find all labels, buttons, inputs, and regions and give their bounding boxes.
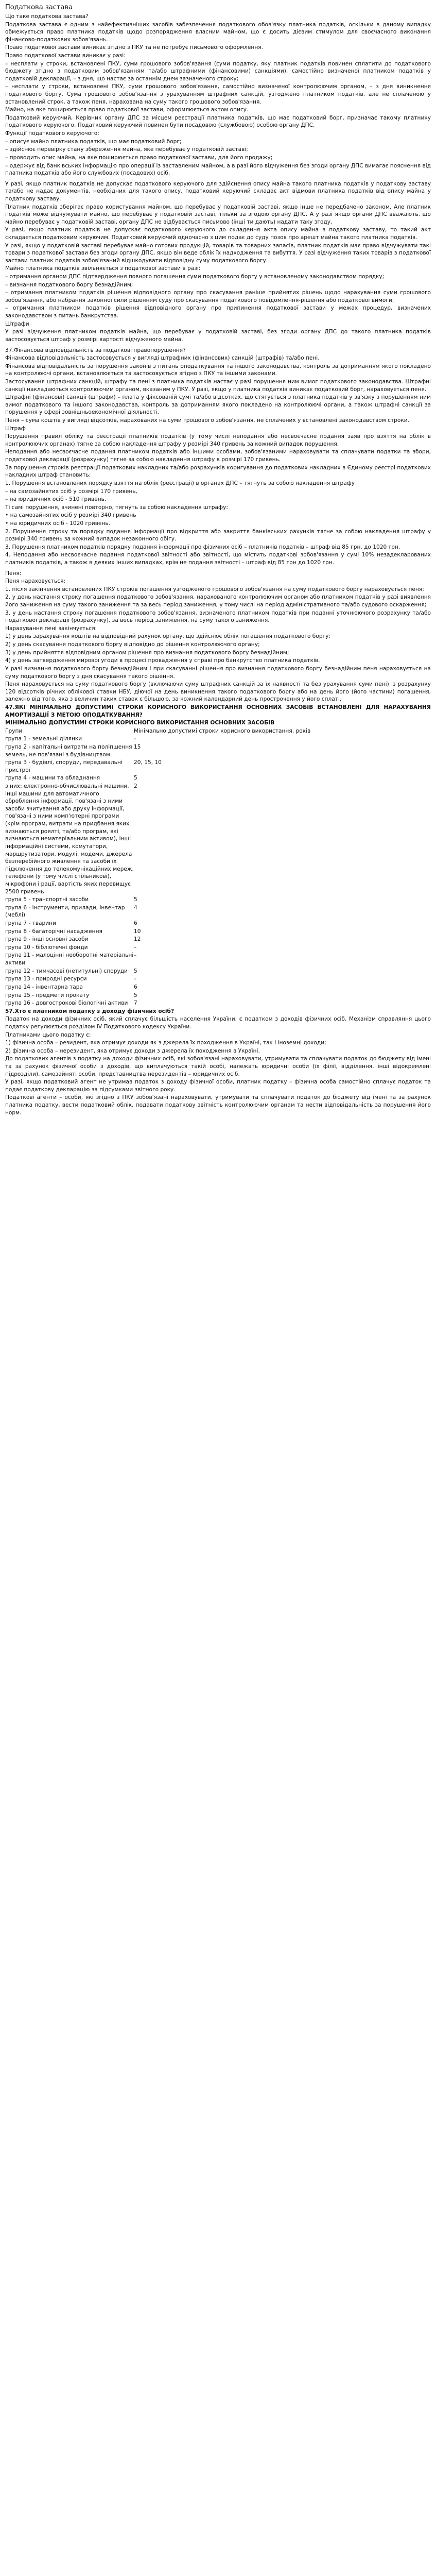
paragraph: Застосування штрафних санкцій, штрафу та пені з платника податків настає у разі порушення ним вимог податкового законодавства. Штрафні санкції накладаються контролюючим органом, вказаним у ПКУ. У разі, якщо у платника податків виникає податковий борг, нараховується пеня.	[5, 378, 431, 393]
min-terms-row	[5, 992, 431, 999]
section-heading-47: 47.ЯКІ МІНІМАЛЬНО ДОПУСТИМІ СТРОКИ КОРИСНОГО ВИКОРИСТАННЯ ОСНОВНИХ ЗАСОБІВ ВСТАНОВЛЕНІ ДЛЯ НАРАХУВАННЯ АМОРТИЗАЦІЇ З МЕТОЮ ОПОДАТКУВАННЯ?	[5, 704, 431, 718]
paragraph: Порушення правил обліку та реєстрації платників податків (у тому числі неподання або несвоєчасне подання заяв про взяття на облік в контролюючих органах) тягне за собою накладення штрафу у розмірі 340 гривень за кожний випадок порушення.	[5, 433, 431, 447]
min-terms-group-name: група 14 - інвентарна тара	[5, 984, 83, 990]
list-item: – здійснює перевірку стану збереження майна, яке перебуває у податковій заставі;	[5, 146, 248, 153]
min-terms-row	[5, 774, 431, 782]
min-terms-group-term: –	[134, 952, 137, 959]
document	[0, 0, 436, 1125]
subheading: Пеня:	[5, 570, 22, 577]
list-item: 3. у день настання строку погашення податкового зобов'язання, визначеного платником податків при поданні уточнюючого розрахунку та/або податкової декларації (розрахунку), за весь період заниження, на суму такого заниження.	[5, 609, 431, 624]
min-terms-row	[5, 759, 431, 774]
min-terms-row	[5, 783, 431, 895]
min-terms-header	[5, 727, 431, 735]
document-title: Податкова застава	[5, 4, 73, 11]
min-terms-group-name: група 15 - предмети прокату	[5, 992, 90, 998]
paragraph: Податок на доходи фізичних осіб, який сплачує більшість населення України, є податком з доходів фізичних осіб. Механізм справляння цього податку регулюється розділом IV Податкового кодексу України.	[5, 1016, 431, 1030]
min-terms-row	[5, 904, 431, 919]
paragraph: Пеня нараховується:	[5, 578, 66, 585]
list-item: – описує майно платника податків, що має податковий борг;	[5, 138, 182, 145]
min-terms-group-name: група 6 - інструменти, прилади, інвентар (меблі)	[5, 904, 125, 919]
list-item: – отримання платником податків рішення відповідного органу про скасування раніше прийнятих рішень щодо нарахування суми грошового зобов'язання, або набрання законної сили рішенням суду про скасування податкового повідомлення-рішення або податкової вимоги;	[5, 290, 431, 303]
min-terms-group-term: 7	[134, 1000, 137, 1007]
min-terms-row	[5, 975, 431, 983]
paragraph: 1. Порушення встановлених порядку взяття на облік (реєстрації) в органах ДПС – тягнуть за собою накладення штрафу	[5, 480, 355, 486]
list-item: • на юридичних осіб - 1020 гривень.	[5, 520, 110, 527]
paragraph: Податкова застава є одним з найефективніших засобів забезпечення податкового обов'язку платника податків, оскільки в даному випадку обмежується право платника податків щодо розпорядження власним майном, що є досить дієвим стимулом для своєчасного виконання фінансово-податкових зобов'язань.	[5, 21, 431, 43]
min-terms-group-name: група 8 - багаторічні насадження	[5, 928, 102, 935]
min-terms-group-term: –	[134, 736, 137, 742]
paragraph: Платниками цього податку є:	[5, 1031, 91, 1038]
paragraph: За порушення строків реєстрації податкових накладних та/або розрахунків коригування до податкових накладних в Єдиному реєстрі податкових накладних штраф становить:	[5, 464, 431, 479]
paragraph: 3. Порушення платником податків порядку подання інформації про фізичних осіб – платників податків – штраф від 85 грн. до 1020 грн.	[5, 544, 400, 550]
list-item: 1. після закінчення встановлених ПКУ строків погашення узгодженого грошового зобов'язання на суму податкового боргу нараховується пеня;	[5, 586, 424, 592]
min-terms-group-term: 5	[134, 896, 137, 903]
paragraph: Податковий керуючий, Керівник органу ДПС за місцем реєстрації платника податків, що має податковий борг, призначає такому платнику податкового керуючого. Податковий керуючий повинен бути посадовою (службовою) особою органу ДПС.	[5, 114, 431, 129]
paragraph: Що таке податкова застава?	[5, 13, 89, 20]
min-terms-row	[5, 743, 431, 758]
paragraph: Штрафні (фінансові) санкції (штрафи) – плата у фіксованій сумі та/або відсотках, що стягується з платника податків у зв'язку з порушенням ним вимог податкового та іншого законодавства, контроль за дотриманням якого покладено на контролюючі органи, а також штрафні санкції за порушення у сфері зовнішньоекономічної діяльності.	[5, 394, 431, 416]
list-item: – проводить опис майна, на яке поширюється право податкової застави, для його продажу;	[5, 154, 273, 161]
paragraph: У разі, якщо платник податків не допускає податкового керуючого для здійснення опису майна такого платника податків у податкову заставу та/або не надає документів, необхідних для такого опису, податковий керуючий складає акт відмови платника податків від опису майна у податкову заставу.	[5, 180, 431, 202]
list-item: 4) у день затвердження мирової угоди в процесі провадження у справі про банкрутство платника податків.	[5, 657, 320, 664]
paragraph: До податкових агентів з податку на доходи фізичних осіб, які зобов'язані нараховувати, утримувати та сплачувати податок до бюджету від імені та за рахунок фізичної особи з доходів, що виплачуються такій особі, належать юридичні особи (їх філії, відділення, інші відокремлені підрозділи), самозайняті особи, представництва нерезидентів – юридичних осіб.	[5, 1056, 431, 1077]
list-item: – отримання органом ДПС підтвердження повного погашення суми податкового боргу у встановленому законодавством порядку;	[5, 274, 385, 280]
min-terms-group-name: група 7 - тварини	[5, 920, 56, 927]
min-terms-group-name: група 11 - малоцінні необоротні матеріальні активи	[5, 952, 134, 967]
list-item: 1) у день зарахування коштів на відповідний рахунок органу, що здійснює облік погашення податкового боргу;	[5, 633, 330, 640]
min-terms-heading: МІНІМАЛЬНО ДОПУСТИМІ СТРОКИ КОРИСНОГО ВИКОРИСТАННЯ ОСНОВНИХ ЗАСОБІВ	[5, 720, 275, 726]
min-terms-row	[5, 968, 431, 975]
min-terms-group-term: 2	[134, 783, 137, 790]
paragraph: Майно платника податків звільняється з податкової застави в разі:	[5, 265, 201, 272]
list-item: 3) у день прийняття відповідним органом рішення про визнання податкового боргу безнадійним;	[5, 649, 289, 656]
paragraph: У разі, якщо платник податків не допускає податкового керуючого до складення акта опису майна в податкову заставу, то такий акт складається податковим керуючим. Податковий керуючий одночасно з цим подає до суду позов про арешт майна такого платника податків.	[5, 227, 431, 241]
paragraph: Фінансова відповідальність за порушення законів з питань оподаткування та іншого законодавства, контроль за дотриманням якого покладено на контролюючі органи, встановлюється та застосовується згідно з ПКУ та іншими законами.	[5, 363, 431, 377]
paragraph: 2. Порушення строку та порядку подання інформації про відкриття або закриття банківських рахунків тягне за собою накладення штрафу у розмірі 340 гривень за кожний випадок незаконного обігу.	[5, 528, 431, 543]
list-item: – отримання платником податків рішення відповідного органу про припинення податкової застави у межах процедур, визначених законодавством з питань банкрутства.	[5, 305, 431, 319]
paragraph: Податкові агенти – особи, які згідно з ПКУ зобов'язані нараховувати, утримувати та сплачувати податок до бюджету від імені та за рахунок платника податку, вести податковий облік, подавати податкову звітність контролюючим органам та нести відповідальність за порушення його норм.	[5, 1094, 431, 1116]
min-terms-group-name: група 1 - земельні ділянки	[5, 736, 82, 742]
min-terms-row	[5, 928, 431, 936]
min-terms-header-term: Мінімально допустимі строки корисного використання, років	[134, 727, 311, 734]
paragraph: У разі, якщо податковий агент не утримав податок з доходу фізичної особи, платник податку – фізична особа самостійно сплачує податок та подає податкову декларацію за підсумками звітного року.	[5, 1079, 431, 1093]
min-terms-row	[5, 735, 431, 743]
paragraph: Функції податкового керуючого:	[5, 130, 99, 137]
paragraph: Неподання або несвоєчасне подання платником податків або іншими особами, зобов'язаними нараховувати та сплачувати податки та збори, податкової декларації (розрахунку) тягне за собою накладення штрафу в розмірі 170 гривень.	[5, 449, 431, 463]
paragraph: Платник податків зберігає право користування майном, що перебуває у податковій заставі, якщо інше не передбачено законом. Але платник податків може відчужувати майно, що перебуває у податковій заставі, тільки за згодою органу ДПС. А у разі якщо органи ДПС вважають, що майно перебуває у податковій заставі, органу ДПС не відбувається письмово (інші ти дають) надати таку згоду.	[5, 204, 431, 225]
paragraph: У разі відчуження платником податків майна, що перебуває у податковій заставі, без згоди органу ДПС до такого платника податків застосовується штраф у розмірі вартості відчуженого майна.	[5, 329, 431, 343]
paragraph: 4. Неподання або несвоєчасне подання податкової звітності або звітності, що містить податкові зобов'язання у сумі 10% незадекларованих платників податків, а також в деяких інших випадках, крім не подання звітності – штраф від 85 грн до 1020 грн.	[5, 552, 431, 566]
section-heading-57: 57.Хто є платником податку з доходу фізичних осіб?	[5, 1008, 175, 1014]
list-item: 2) фізична особа – нерезидент, яка отримує доходи з джерела їх походження в Україні.	[5, 1047, 260, 1054]
min-terms-row	[5, 896, 431, 904]
min-terms-row	[5, 984, 431, 991]
list-item: 2) у день скасування податкового боргу відповідно до рішення контролюючого органу;	[5, 641, 260, 648]
min-terms-group-name: група 9 - інші основні засоби	[5, 936, 89, 943]
min-terms-group-name: група 5 - транспортні засоби	[5, 896, 89, 903]
paragraph: – несплати у строки, встановлені ПКУ, суми грошового зобов'язання (суми податку, яку платник податків повинен сплатити до податкового бюджету згідно з податковим зобов'язанням та/або штрафними (фінансовими) санкціями), самостійно визначеної платником податків у податковій декларації, – з дня, що настає за останнім днем зазначеного строку;	[5, 60, 431, 82]
min-terms-group-term: 12	[134, 936, 141, 943]
min-terms-group-term: 5	[134, 775, 137, 782]
question-heading: 37.Фінансова відповідальність за податкові правопорушення?	[5, 347, 186, 353]
min-terms-group-term: 10	[134, 928, 141, 935]
paragraph: Право податкової застави виникає у разі:	[5, 52, 126, 59]
min-terms-row	[5, 952, 431, 967]
min-terms-header-group: Групи	[5, 727, 23, 734]
min-terms-group-term: 6	[134, 920, 137, 927]
min-terms-group-term: –	[134, 976, 137, 982]
min-terms-group-name: група 2 - капітальні витрати на поліпшення земель, не пов'язані з будівництвом	[5, 744, 132, 758]
min-terms-group-term: 6	[134, 984, 137, 990]
min-terms-group-name: група 3 - будівлі, споруди, передавальні пристрої	[5, 759, 123, 773]
list-item: • на самозайнятих осіб у розмірі 340 гривень	[5, 512, 136, 519]
list-item: 2. у день настання строку погашення податкового зобов'язання, нарахованого контролюючим органом або платником податків у разі виявлення його заниження на суму такого заниження та за весь період заниження, у тому числі на період адміністративного та/або судового оскарження;	[5, 594, 431, 608]
list-item: – на самозайнятих осіб у розмірі 170 гривень,	[5, 488, 137, 495]
min-terms-group-term: 5	[134, 968, 137, 974]
paragraph: Пеня – сума коштів у вигляді відсотків, нарахованих на суми грошового зобов'язання, не сплачених у встановлені законодавством строки.	[5, 417, 409, 424]
min-terms-group-term: –	[134, 944, 137, 951]
min-terms-row	[5, 944, 431, 952]
paragraph: – несплати у строки, встановлені ПКУ, суми грошового зобов'язання, самостійно визначеної контролюючим органом, – з дня виникнення податкового боргу. Сума грошового зобов'язання з урахуванням штрафних санкцій, узгоджено платником податків, але не сплаченою у встановлений строк, а також пеня, нарахована на суму такого грошового зобов'язання.	[5, 83, 431, 105]
min-terms-list	[5, 735, 431, 1007]
min-terms-group-name: група 4 - машини та обладнання	[5, 775, 100, 782]
min-terms-row	[5, 936, 431, 943]
min-terms-group-name: група 13 - природні ресурси	[5, 976, 87, 982]
list-item: – одержує від банківських інформацію про операції із заставленим майном, а в разі його відчуження без згоди органу ДПС вимагає пояснення від платника податків або його службових (посадових) осіб.	[5, 162, 431, 177]
min-terms-group-term: 5	[134, 992, 137, 998]
min-terms-group-name: з них: електронно-обчислювальні машини, інші машини для автоматичного оброблення інформації, пов'язані з ними засоби зчитування або друку інформації, пов'язані з ними комп'ютерні програми (крім програм, витрати на придбання яких визнаються роялті, та/або програм, які визнаються нематеріальним активом), інші інформаційні системи, комутатори, маршрутизатори, модулі, модеми, джерела безперебійного живлення та засоби їх підключення до телекомунікаційних мереж, телефони (у тому числі стільникові), мікрофони і рації, вартість яких перевищує 2500 гривень	[5, 783, 134, 895]
list-item: – на юридичних осіб - 510 гривень.	[5, 496, 107, 503]
min-terms-group-term: 4	[134, 904, 137, 911]
min-terms-row	[5, 920, 431, 927]
paragraph: У разі визнання податкового боргу безнадійним і при скасуванні рішення про визнання податкового боргу безнадійним пеня нараховується на суму податкового боргу з дня скасування такого рішення.	[5, 665, 431, 680]
paragraph: Право податкової застави виникає згідно з ПКУ та не потребує письмового оформлення.	[5, 44, 264, 51]
subheading: Штрафи	[5, 320, 29, 327]
list-item: – визнання податкового боргу безнадійним;	[5, 281, 133, 288]
subheading: Штраф	[5, 425, 26, 432]
paragraph: Пеня нараховується на суму податкового боргу (включаючи суму штрафних санкцій за їх наявності та без урахування суми пені) із розрахунку 120 відсотків річних облікової ставки НБУ, діючої на день виникнення такого податкового боргу або на день його (його частини) погашення, залежно від того, яка з величин таких ставок є більшою, за кожний календарний день прострочення у його сплаті.	[5, 681, 431, 703]
paragraph: Фінансова відповідальність застосовується у вигляді штрафних (фінансових) санкцій (штрафів) та/або пені.	[5, 355, 320, 362]
min-terms-group-term: 15	[134, 744, 141, 750]
min-terms-group-term: 20, 15, 10	[134, 759, 162, 766]
min-terms-row	[5, 999, 431, 1007]
paragraph: У разі, якщо у податковій заставі перебуває майно готових продукцій, товарів та товарних запасів, платник податків має право відчужувати такі товари з податкової застави без згоди органу ДПС, якщо він веде облік їх надходження та вибуття. У разі відчуження таких товарів з податкової застави платник податків зобов'язаний відшкодувати відповідну суму податкового боргу.	[5, 242, 431, 264]
paragraph: Майно, на яке поширюється право податкової застави, оформлюється актом опису.	[5, 107, 249, 113]
min-terms-group-name: група 16 - довгострокові біологічні активи	[5, 1000, 128, 1007]
list-item: 1) фізична особа – резидент, яка отримує доходи як з джерела їх походження в Україні, так і іноземні доходи;	[5, 1040, 326, 1046]
paragraph: Нарахування пені закінчується:	[5, 625, 97, 632]
paragraph: Ті самі порушення, вчинені повторно, тягнуть за собою накладення штрафу:	[5, 504, 228, 511]
min-terms-group-name: група 10 - бібліотечні фонди	[5, 944, 88, 951]
min-terms-group-name: група 12 - тимчасові (нетитульні) споруди	[5, 968, 128, 974]
